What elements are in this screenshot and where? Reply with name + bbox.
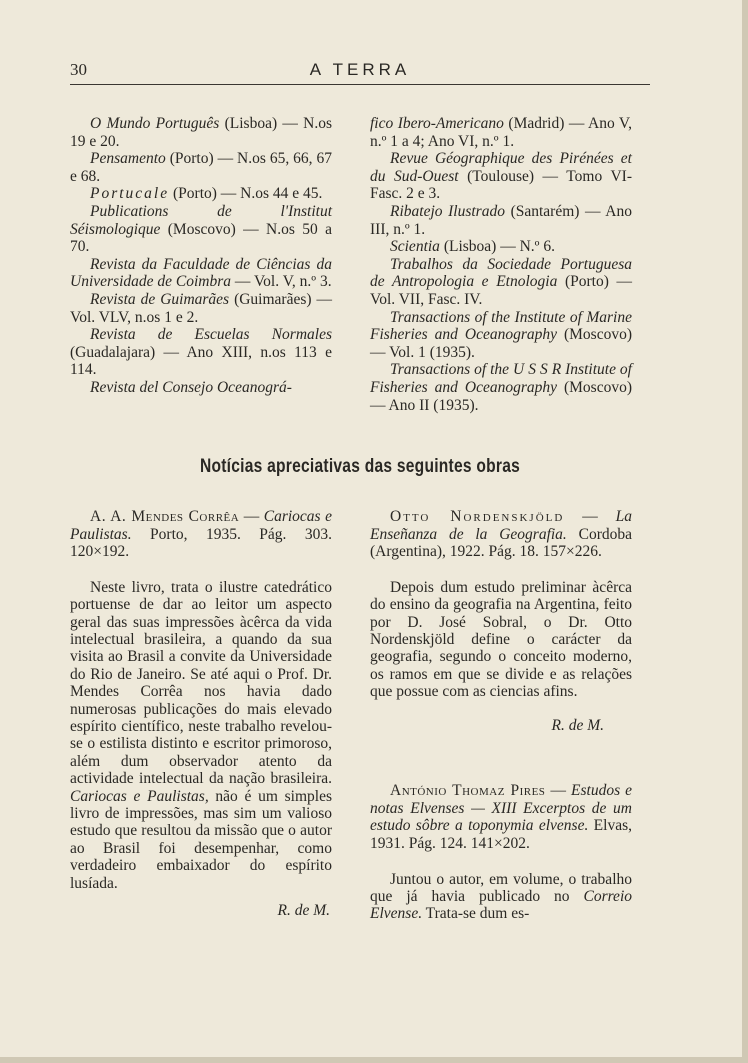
periodical-entry: Revista del Consejo Oceanográ- (90, 378, 292, 396)
periodical-entry: Trabalhos da Sociedade Portuguesa de Antropologia e Etnologia (Porto) — Vol. VII, Fasc. IV. (370, 255, 632, 308)
header-rule (70, 84, 650, 85)
review-text: Depois dum estudo preliminar àcêrca do ensino da geografia na Argentina, feito por D. José Sobral, o Dr. Otto Nordenskjöld define o carácter da geografia, segundo o conceito moderno, os ramos em que se divide e as relações que possue com as ciencias afins. (370, 578, 632, 701)
periodical-entry: Revue Géographique des Pirénées et du Sud-Ouest (Toulouse) — Tomo VI-Fasc. 2 e 3. (370, 150, 632, 203)
periodicals-list-right (370, 115, 632, 414)
periodical-entry: Revista de Guimarães (Guimarães) — Vol. VLV, n.os 1 e 2. (70, 290, 333, 326)
periodical-entry: Revista de Escuelas Normales (Guadalajara) — Ano XIII, n.os 113 e 114. (70, 326, 332, 379)
review-nordenskjold-and-pires (370, 508, 632, 923)
periodical-entry: Transactions of the U S S R Institute of Fisheries and Oceanography (Moscovo) — Ano II (1935). (370, 361, 632, 414)
periodical-entry: Transactions of the Institute of Marine Fisheries and Oceanography (Moscovo) — Vol. 1 (1935). (370, 308, 632, 361)
periodical-entry: O Mundo Português (Lisboa) — N.os 19 e 20. (70, 115, 332, 150)
review-citation: António Thomaz Pires — Estudos e notas Elvenses — XIII Excerptos de um estudo sôbre a toponymia elvense. Elvas, 1931. Pág. 124. 141×202. (370, 782, 633, 852)
review-citation: A. A. Mendes Corrêa — Cariocas e Paulistas. Porto, 1935. Pág. 303. 120×192. (70, 508, 332, 561)
section-title: Notícias apreciativas das seguintes obras (199, 456, 521, 477)
review-text: Juntou o autor, em volume, o trabalho que já havia publicado no Correio Elvense. Trata-se dum es- (370, 870, 632, 923)
review-mendes-correa (70, 508, 332, 920)
review-signature: R. de M. (277, 902, 330, 920)
review-separator (370, 734, 632, 782)
periodical-entry: Ribatejo Ilustrado (Santarém) — Ano III, n.º 1. (370, 202, 632, 238)
review-citation: Otto Nordenskjöld — La Enseñanza de la Geografia. Cordoba (Argentina), 1922. Pág. 18. 157×226. (370, 508, 632, 561)
periodical-entry: Revista da Faculdade de Ciências da Universidade de Coimbra — Vol. V, n.º 3. (70, 255, 332, 291)
running-title: A TERRA (309, 60, 411, 79)
periodical-entry: Scientia (Lisboa) — N.º 6. (390, 238, 555, 256)
periodical-entry: Pensamento (Porto) — N.os 65, 66, 67 e 68. (70, 150, 332, 185)
periodical-entry: Portucale (Porto) — N.os 44 e 45. (90, 185, 323, 203)
periodicals-list-left (70, 115, 332, 397)
periodical-entry: fico Ibero-Americano (Madrid) — Ano V, n.º 1 a 4; Ano VI, n.º 1. (370, 115, 632, 150)
page-number: 30 (70, 60, 87, 79)
periodical-entry: Publications de l'Institut Séismologique (Moscovo) — N.os 50 a 70. (70, 202, 332, 256)
review-text: Neste livro, trata o ilustre catedrático portuense de dar ao leitor um aspecto geral das suas impressões àcêrca da vida intelectual brasileira, a quando da sua visita ao Brasil a convite da Universidade do Rio de Janeiro. Se até aqui o Prof. Dr. Mendes Corrêa nos havia dado numerosas publicações do mais elevado espírito científico, neste trabalho revelou-se o estilista distinto e escritor primoroso, além dum observador atento da actividade intelectual da nação brasileira. Cariocas e Paulistas, não é um simples livro de impressões, mas sim um valioso estudo que resultou da missão que o autor ao Brasil foi desempenhar, como verdadeiro embaixador do espírito lusíada. (70, 578, 332, 892)
review-signature: R. de M. (551, 716, 604, 734)
page-header (70, 58, 650, 84)
